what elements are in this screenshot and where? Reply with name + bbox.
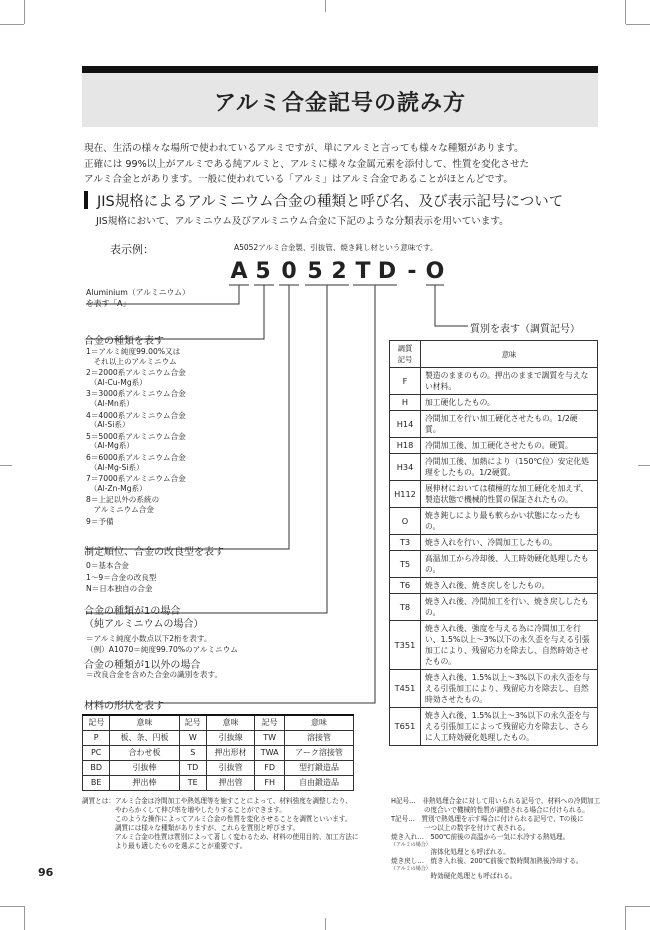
temper-code: T6 bbox=[390, 578, 421, 594]
shape-row bbox=[83, 746, 354, 761]
alloy-type-line: 7＝7000系アルミニウム合金 bbox=[86, 474, 186, 484]
shape-col-header: 意味 bbox=[206, 715, 254, 731]
footnote-line: 焼き入れ… 500℃前後の高温から一気に水冷する熱処理。 bbox=[391, 833, 570, 841]
footnote-small-note: （アルミの場合） bbox=[391, 842, 431, 848]
code-char: O bbox=[425, 259, 445, 284]
alloy-type-line: アルミニウム合金 bbox=[86, 504, 154, 514]
footnote-line: やわらかくして伸び率を増やしたりすることができます。 bbox=[82, 806, 286, 814]
temper-meaning: 焼き入れ後、強度を与える為に冷間加工を行い、1.5%以上～3%以下の永久歪を与える引張加工により、残留応力を除去し、自然時効させたもの。 bbox=[421, 621, 598, 670]
temper-row bbox=[390, 438, 598, 454]
temper-col-header: 調質 記号 bbox=[390, 341, 421, 368]
alloy-type-line: （Al-Mg-Si系） bbox=[86, 462, 144, 472]
pure-heading-line: 合金の種類が1の場合 bbox=[84, 606, 181, 617]
alloy-type-line: それ以上のアルミニウム bbox=[86, 356, 177, 366]
alloy-types-heading: 合金の種類を表す bbox=[84, 336, 164, 347]
temper-code: H112 bbox=[390, 481, 421, 508]
temper-row bbox=[390, 411, 598, 438]
footnote-line: このような操作によってアルミ合金の性質を変化させることを調質といいます。 bbox=[82, 815, 352, 823]
example-label: 表示例： bbox=[110, 243, 154, 256]
shape-cell: 板、条、円板 bbox=[110, 731, 179, 746]
footnote-line: 時効硬化処理とも呼ばれる。 bbox=[391, 872, 517, 880]
shape-cell: W bbox=[179, 731, 206, 746]
alloy-type-line: （Al-Si系） bbox=[86, 420, 130, 430]
temper-col-header: 意味 bbox=[421, 341, 598, 368]
temper-code: H14 bbox=[390, 411, 421, 438]
alloy-type-item bbox=[86, 368, 186, 387]
order-item: 1～9＝合金の改良型 bbox=[86, 572, 157, 582]
alloy-type-item bbox=[86, 347, 186, 366]
temper-row bbox=[390, 594, 598, 621]
intro-line: アルミ合金とがあります。一般に使われている「アルミ」はアルミ合金であることがほとんどです。 bbox=[84, 174, 514, 185]
pure-list bbox=[86, 633, 238, 655]
temper-code: F bbox=[390, 368, 421, 395]
aluminium-note-line: Aluminium（アルミニウム） bbox=[86, 288, 190, 297]
temper-row bbox=[390, 368, 598, 395]
shape-table bbox=[82, 714, 354, 791]
shape-cell: 自由鍛造品 bbox=[285, 776, 354, 791]
pure-heading bbox=[84, 605, 204, 631]
shape-col-header: 意味 bbox=[285, 715, 354, 731]
temper-row bbox=[390, 578, 598, 594]
alloy-type-line: （Al-Mn系） bbox=[86, 398, 134, 408]
shape-cell: BD bbox=[83, 761, 110, 776]
shape-row bbox=[83, 731, 354, 746]
order-heading: 制定順位、合金の改良型を表す bbox=[84, 547, 224, 558]
footnote-line: 溶体化処理とも呼ばれる。 bbox=[391, 848, 510, 856]
shape-cell: 型打鍛造品 bbox=[285, 761, 354, 776]
temper-meaning: 展伸材においては積極的な加工硬化を加えず、製造状態で機械的性質の保証されたもの。 bbox=[421, 481, 598, 508]
alloy-type-line: 3＝3000系アルミニウム合金 bbox=[86, 389, 186, 399]
intro-line: 正確には 99%以上がアルミである純アルミと、アルミに様々な金属元素を添付して、性質を変化させた bbox=[84, 158, 530, 170]
footnote-line: H記号… 非熱処理合金に対して用いられる記号で、材料への冷間加工 bbox=[391, 797, 601, 805]
footnote-line: の度合いで機械的性質が調整される場合に付けられる。 bbox=[391, 806, 589, 814]
alloy-type-item bbox=[86, 517, 186, 527]
alloy-type-line: （Al-Mg系） bbox=[86, 441, 134, 451]
aluminium-note-line: を表す「A」 bbox=[86, 299, 131, 308]
temper-row bbox=[390, 670, 598, 708]
order-item: N＝日本独自の合金 bbox=[86, 584, 153, 593]
temper-code: H18 bbox=[390, 438, 421, 454]
shape-col-header: 意味 bbox=[110, 715, 179, 731]
temper-meaning: 焼き鈍しにより最も軟らかい状態になったもの。 bbox=[421, 508, 598, 535]
temper-row bbox=[390, 454, 598, 481]
temper-meaning: 焼き入れ後、1.5%以上～3%以下の永久歪を与える引張加工によって残留応力を除去し、さらに人工時効硬化処理したもの。 bbox=[421, 708, 598, 746]
temper-meaning: 冷間加工を行い加工硬化させたもの。1/2硬質。 bbox=[421, 411, 598, 438]
temper-meaning: 焼き入れ後、冷間加工を行い、焼き戻ししたもの。 bbox=[421, 594, 598, 621]
temper-code: T351 bbox=[390, 621, 421, 670]
code-char: D bbox=[377, 259, 397, 284]
shape-cell: 引抜線 bbox=[206, 731, 254, 746]
shape-cell: BE bbox=[83, 776, 110, 791]
page-number: 96 bbox=[38, 866, 54, 879]
shape-cell: FD bbox=[255, 761, 285, 776]
footnote-right bbox=[391, 797, 603, 881]
example-note: A5052アルミ合金製、引抜管、焼き鈍し材という意味です。 bbox=[234, 243, 438, 252]
temper-row bbox=[390, 621, 598, 670]
shape-cell: TD bbox=[179, 761, 206, 776]
shape-cell: TE bbox=[179, 776, 206, 791]
shape-cell: 引抜棒 bbox=[110, 761, 179, 776]
alloy-type-item bbox=[86, 453, 186, 472]
temper-row bbox=[390, 481, 598, 508]
footnote-line: アルミ合金の性質は質別によって著しく変わるため、材料の使用目的、加工方法に bbox=[82, 833, 359, 841]
temper-code: T5 bbox=[390, 551, 421, 578]
temper-code: H bbox=[390, 395, 421, 411]
alloy-type-line: 6＝6000系アルミニウム合金 bbox=[86, 452, 186, 462]
temper-code: H34 bbox=[390, 454, 421, 481]
shape-cell: TW bbox=[255, 731, 285, 746]
temper-code: T3 bbox=[390, 535, 421, 551]
temper-row bbox=[390, 535, 598, 551]
other-item: ＝改良合金を含めた合金の識別を表す。 bbox=[86, 670, 223, 679]
section-subtext: JIS規格において、アルミニウム及びアルミニウム合金に下記のような分類表示を用いています。 bbox=[96, 216, 509, 227]
shape-cell: 溶接管 bbox=[285, 731, 354, 746]
code-char: T bbox=[355, 259, 371, 284]
alloy-type-line: 8＝上記以外の系統の bbox=[86, 495, 160, 505]
code-char: 2 bbox=[331, 259, 347, 284]
shape-col-header: 記号 bbox=[179, 715, 206, 731]
shape-cell: 合わせ板 bbox=[110, 746, 179, 761]
alloy-types-list bbox=[86, 347, 186, 526]
shape-cell: 押出形材 bbox=[206, 746, 254, 761]
temper-row bbox=[390, 395, 598, 411]
temper-meaning: 高温加工から冷却後、人工時効硬化処理したもの。 bbox=[421, 551, 598, 578]
alloy-type-item bbox=[86, 495, 186, 514]
shape-row bbox=[83, 776, 354, 791]
shape-cell: S bbox=[179, 746, 206, 761]
order-list bbox=[86, 560, 156, 595]
temper-code: T8 bbox=[390, 594, 421, 621]
footnote-line: 焼き戻し… 焼き入れ後、200℃前後で数時間加熱後冷却する。 bbox=[391, 857, 583, 865]
temper-meaning: 加工硬化したもの。 bbox=[421, 395, 598, 411]
shape-table-header bbox=[83, 715, 354, 731]
alloy-type-line: （Al-Zn-Mg系） bbox=[86, 483, 147, 493]
temper-meaning: 焼き入れを行い、冷間加工したもの。 bbox=[421, 535, 598, 551]
alloy-type-line: 9＝予備 bbox=[86, 516, 114, 526]
temper-table-header bbox=[390, 341, 598, 368]
shape-cell: 押出棒 bbox=[110, 776, 179, 791]
shape-cell: PC bbox=[83, 746, 110, 761]
temper-meaning: 冷間加工後、加熱により（150℃位）安定化処理をしたもの。1/2硬質。 bbox=[421, 454, 598, 481]
temper-meaning: 焼き入れ後、焼き戻しをしたもの。 bbox=[421, 578, 598, 594]
shape-heading: 材料の形状を表す bbox=[84, 701, 164, 712]
alloy-type-line: 1＝アルミ純度99.00%又は bbox=[86, 347, 181, 356]
temper-code: T451 bbox=[390, 670, 421, 708]
footnote-left bbox=[82, 797, 372, 851]
shape-col-header: 記号 bbox=[255, 715, 285, 731]
section-heading-text: JIS規格によるアルミニウム合金の種類と呼び名、及び表示記号について bbox=[97, 194, 564, 210]
alloy-type-line: （Al-Cu-Mg系） bbox=[86, 377, 147, 387]
footnote-small-note: （アルミの場合） bbox=[391, 866, 431, 872]
alloy-type-item bbox=[86, 432, 186, 451]
pure-item: ＝アルミ純度小数点以下2桁を表す。 bbox=[86, 634, 212, 643]
temper-code: O bbox=[390, 508, 421, 535]
footnote-line: 一つ以上の数字を付けて表される。 bbox=[391, 824, 530, 832]
footnote-line: T記号… 質別で熱処理を示す場合に付けられる記号で、Tの後に bbox=[391, 815, 584, 823]
alloy-type-line: 2＝2000系アルミニウム合金 bbox=[86, 368, 186, 378]
alloy-type-line: 5＝5000系アルミニウム合金 bbox=[86, 431, 186, 441]
shape-cell: P bbox=[83, 731, 110, 746]
alloy-type-item bbox=[86, 474, 186, 493]
code-char: 5 bbox=[307, 259, 323, 284]
code-char: A bbox=[230, 259, 248, 284]
code-char: 0 bbox=[281, 259, 297, 284]
temper-table bbox=[389, 340, 598, 746]
footnote-line: より最も適したものを選ぶことが重要です。 bbox=[82, 842, 247, 850]
pure-item: （例）A1070＝純度99.70%のアルミニウム bbox=[86, 645, 238, 654]
temper-row bbox=[390, 551, 598, 578]
temper-row bbox=[390, 508, 598, 535]
alloy-type-item bbox=[86, 389, 186, 408]
intro-line: 現在、生活の様々な場所で使われているアルミですが、単にアルミと言っても様々な種類があります。 bbox=[84, 143, 524, 154]
code-char: 5 bbox=[255, 259, 271, 284]
other-heading: 合金の種類が1以外の場合 bbox=[84, 660, 201, 671]
shape-row bbox=[83, 761, 354, 776]
temper-meaning: 製造のままのもの。押出のままで調質を与えない材料。 bbox=[421, 368, 598, 395]
shape-cell: アーク溶接管 bbox=[285, 746, 354, 761]
alloy-type-item bbox=[86, 411, 186, 430]
shape-cell: 押出管 bbox=[206, 776, 254, 791]
temper-meaning: 焼き入れ後、1.5%以上～3%以下の永久歪を与える引張加工により、残留応力を除去し、自然時効させたもの。 bbox=[421, 670, 598, 708]
order-item: 0＝基本合金 bbox=[86, 561, 129, 570]
shape-col-header: 記号 bbox=[83, 715, 110, 731]
footnote-line: 調質とは：アルミ合金は冷間加工や熱処理等を施すことによって、材料強度を調整したり、 bbox=[82, 797, 352, 805]
temper-code: T651 bbox=[390, 708, 421, 746]
temper-meaning: 冷間加工後、加工硬化させたもの。硬質。 bbox=[421, 438, 598, 454]
code-char: - bbox=[407, 259, 417, 284]
page-title: アルミ合金記号の読み方 bbox=[213, 91, 467, 116]
shape-cell: 引抜管 bbox=[206, 761, 254, 776]
shape-cell: TWA bbox=[255, 746, 285, 761]
temper-heading: 質別を表す（調質記号） bbox=[470, 324, 580, 335]
alloy-type-line: 4＝4000系アルミニウム合金 bbox=[86, 410, 186, 420]
temper-row bbox=[390, 708, 598, 746]
shape-cell: FH bbox=[255, 776, 285, 791]
pure-heading-line: （純アルミニウムの場合） bbox=[84, 619, 204, 630]
footnote-line: 調質には様々な種類がありますが、これらを質別と呼びます。 bbox=[82, 824, 300, 832]
